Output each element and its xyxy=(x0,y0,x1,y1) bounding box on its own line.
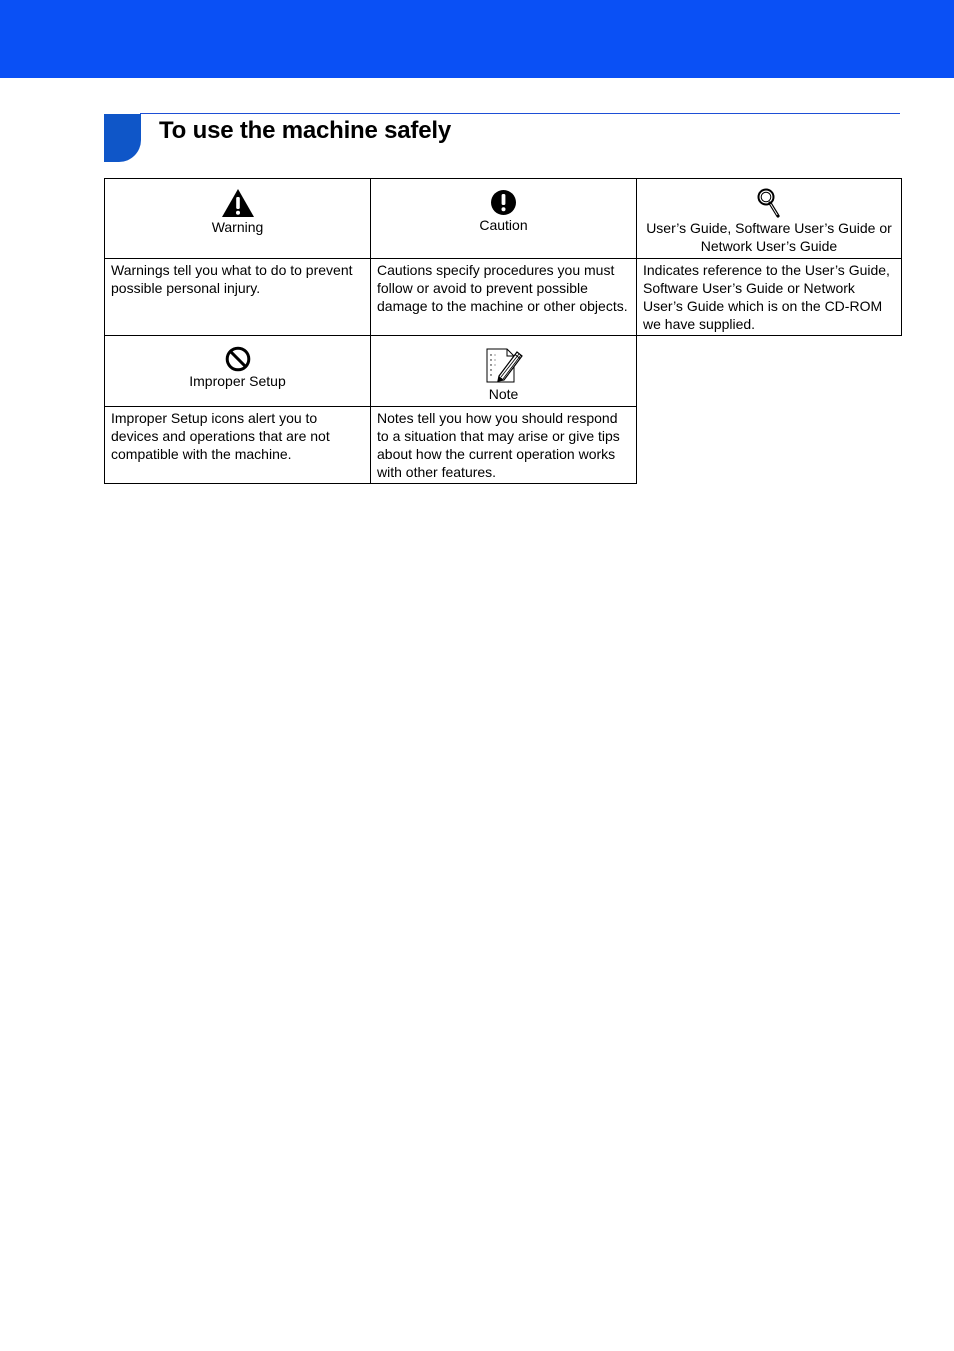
note-label: Note xyxy=(488,386,519,402)
reference-header-cell xyxy=(636,178,902,259)
caution-description: Cautions specify procedures you must follow or avoid to prevent possible damage to the machine or other objects. xyxy=(377,262,628,314)
section-title: To use the machine safely xyxy=(159,117,451,144)
note-description-cell xyxy=(370,406,637,484)
caution-header-cell xyxy=(370,178,637,259)
caution-label: Caution xyxy=(479,217,528,233)
warning-triangle-icon xyxy=(221,188,255,218)
prohibited-icon xyxy=(225,346,251,372)
improper-description-cell xyxy=(104,406,371,484)
caution-description-cell xyxy=(370,258,637,336)
note-description: Notes tell you how you should respond to a situation that may arise or give tips about how the current operation works with other features. xyxy=(377,410,620,480)
reference-description: Indicates reference to the User’s Guide, Software User’s Guide or Network User’s Guide which is on the CD-ROM we have supplied. xyxy=(643,262,890,332)
warning-description: Warnings tell you what to do to prevent possible personal injury. xyxy=(111,262,353,296)
warning-label: Warning xyxy=(211,219,264,235)
improper-label: Improper Setup xyxy=(189,373,286,389)
magnifier-icon xyxy=(757,188,781,218)
reference-description-cell xyxy=(636,258,902,336)
exclamation-circle-icon xyxy=(490,189,517,216)
note-pencil-icon xyxy=(485,346,523,384)
section-rule xyxy=(140,113,900,114)
top-banner xyxy=(0,0,954,78)
reference-label-line1: User’s Guide, Software User’s Guide or xyxy=(646,220,892,236)
section-tab xyxy=(104,114,141,162)
improper-header-cell xyxy=(104,335,371,407)
reference-label-line2: Network User’s Guide xyxy=(700,238,838,254)
warning-header-cell xyxy=(104,178,371,259)
warning-description-cell xyxy=(104,258,371,336)
improper-description: Improper Setup icons alert you to devices and operations that are not compatible with the machine. xyxy=(111,410,330,462)
note-header-cell xyxy=(370,335,637,407)
